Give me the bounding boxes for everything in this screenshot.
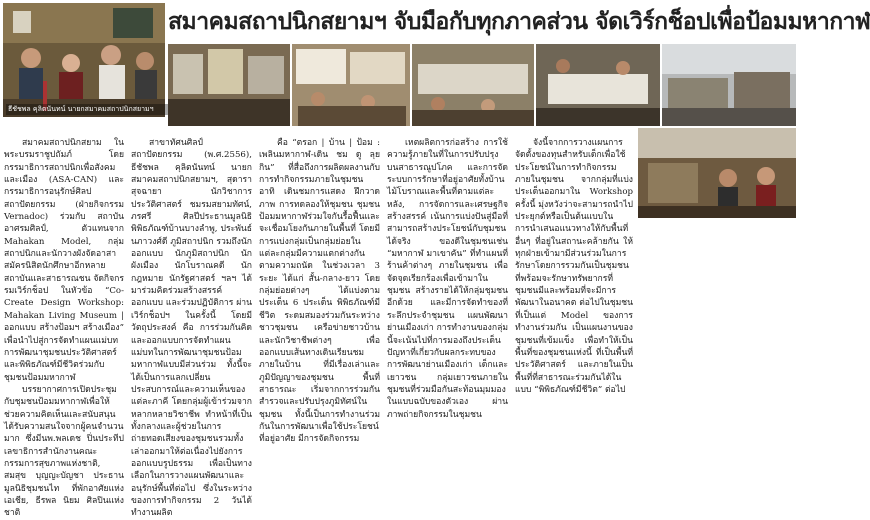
headline: สมาคมสถาปนิกสยามฯ จับมือกับทุกภาคส่วน จัดเวิร์กช็อปเพื่อป้อมมหากาฬ xyxy=(168,9,870,35)
column-3-paragraph-1: คือ “ตรอก | บ้าน | ป้อม : เพลินมหากาฬ-เดิน ชม ดู ลุย กิน” ที่สื่อถึงการผลิตผลงานกับการทำกิจกรรมภายในชุมชน อาทิ เดินชมการแสดง ฝึกวาดภาพ การทดลองให้ชุมชน ชุมชนป้อมมหากาฬร่วมใจกันรื้อฟื้นและจะเชื่อมโยงกันภายในพื้นที่ โดยมีการแบ่งกลุ่มเป็นกลุ่มย่อยในแต่ละกลุ่มมีความแตกต่างกันตามความถนัด ในช่วงเวลา 3 ระยะ ได้แก่ สั้น-กลาง-ยาว โดยกลุ่มย่อยต่างๆ ได้แบ่งตามประเด็น 6 ประเด็น พิพิธภัณฑ์มีชีวิต ระดมสมองร่วมกันระหว่างชาวชุมชน เครือข่ายชาวบ้าน และนักวิชาชีพต่างๆ เพื่อออกแบบเส้นทางเดินเรียนชมภายในบ้าน ที่มีเรื่องเล่าและภูมิปัญญาของชุมชน พื้นที่สาธารณะ เริ่มจากการร่วมกันสำรวจและปรับปรุงภูมิทัศน์ในชุมชน ทั้งนี้เป็นการทำงานร่วมกันในการพัฒนาเพื่อใช้ประโยชน์ ที่อยู่อาศัย มีการจัดกิจกรรม xyxy=(259,138,380,445)
column-1-paragraph-2: บรรยากาศการเปิดประชุมกับชุมชนป้อมมหากาฬเพื่อให้ช่วยความคิดเห็นและสนับสนุน ได้รับความสนใจจากผู้คนจำนวนมาก ซึ่งมีนพ.พลเดช ปิ่นประทีป เลขาธิการสำนักงานคณะกรรมการสุขภาพแห่งชาติ, สมสุข บุญญะบัญชา ประธานมูลนิธิชุมชนไท ที่พักอาศัยแห่งเอเชีย, ธีรพล นิยม ศิลปินแห่งชาติ xyxy=(4,384,124,519)
column-5-paragraph-1: จังนี้จากการวางแผนการจัดตั้งของทุนสำหรับเด็กเพื่อใช้ประโยชน์ในการทำกิจกรรมภายในชุมชน จากกลุ่มที่แบ่งประเด็นออกมาใน Workshop ครั้งนี้ มุ่งหวังว่าจะสามารถนำไปประยุกต์หรือเป็นต้นแบบในการนำเสนอแนวทางให้กับพื้นที่อื่นๆ ที่อยู่ในสถานะคล้ายกัน ให้ทุกฝ่ายเข้ามามีส่วนร่วมในการรักษาโดยการรวมกันเป็นชุมชนที่พร้อมจะรักษาทรัพยากรที่ชุมชนมีและพร้อมที่จะมีการพัฒนาในอนาคต ต่อไปในชุมชนที่เป็นแต่ Model ของการทำงานร่วมกัน เป็นแผนงานของชุมชนที่เข้มแข็ง เพื่อทำให้เป็นพื้นที่ของชุมชนแห่งนี้ ที่เป็นพื้นที่ประวัติศาสตร์ และภายในเป็นพื้นที่ที่สาธารณะร่วมกันได้ในแบบ “พิพิธภัณฑ์มีชีวิต” ต่อไป xyxy=(515,138,633,395)
article-column-3 xyxy=(259,137,380,445)
side-photo xyxy=(638,128,796,218)
main-photo xyxy=(3,3,165,117)
photo-caption: ธีชัชพล คุลิตนันทน์ นายกสมาคมสถาปนิกสยามฯ xyxy=(6,104,168,115)
column-4-paragraph-1: เหตผลิตการก่อสร้าง การใช้ความรู้ภายในที่ในการปรับปรุงบนสาธารณูปโภค และการจัดระบบการรักษาที่อยู่อาศัยทั้งบ้านไม้โบราณและพื้นที่ตามแต่ละหลัง, การจัดการและเศรษฐกิจสร้างสรรค์ เน้นการแบ่งปันสู่มือที่สามารถสร้างประโยชน์กับชุมชนได้จริง ของดีในชุมชนเช่น “มหากาฬ มาเขาคัน” ที่ทำแผนที่ร้านค้าต่างๆ ภายในชุมชน เพื่อจัดจุดเรียกร้องเพื่อเข้ามาในชุมชน สร้างรายได้ให้กลุ่มชุมชนอีกด้วย และมีการจัดทำของที่ระลึกประจำชุมชน แผนพัฒนาย่านเมืองเก่า การทำงานของกลุ่มนี้จะเน้นไปที่การมองถึงประเด็นปัญหาที่เกี่ยวกับผลกระทบของการพัฒนาย่านเมืองเก่า เด็กและเยาวชน กลุ่มเยาวชนภายในชุมชนที่ร่วมมือกันสะท้อนมุมมองในแบบฉบับของตัวเอง ผ่านภาพถ่ายกิจกรรมในชุมชน xyxy=(387,138,508,420)
article-column-2 xyxy=(131,137,252,519)
article-column-4 xyxy=(387,137,508,445)
photo-workshop-icon xyxy=(168,44,796,126)
article-column-5 xyxy=(515,137,633,445)
photo-community-icon xyxy=(638,128,796,218)
photo-meeting-icon xyxy=(3,3,165,117)
column-2-paragraph-1: สาขาทัศนศิลป์ สถาปัตยกรรม (พ.ศ.2556), ธีชัชพล คุลิตนันทน์ นายกสมาคมสถาปนิกสยามฯ, สุดารา สุจฉายา นักวิชาการประวัติศาสตร์ ชมรมสยามทัศน์, ภรศรี ศิลปีประธานมูลนิธิพิพิธภัณฑ์บ้านบางลำพู, ประพันธ์ นภาวงศ์ดี ภูมิสถาปนิก รวมถึงนักออกแบบ นักภูมิสถาปนิก นักผังเมือง นักโบราณคดี นักกฎหมาย นักรัฐศาสตร์ ฯลฯ ได้มาร่วมคิดร่วมสร้างสรรค์ออกแบบ และร่วมปฏิบัติการ ผ่านเวิร์กช็อปฯ ในครั้งนี้ โดยมีวัตถุประสงค์ คือ การร่วมกันคิดและออกแบบการจัดทำแผนแม่บทในการพัฒนาชุมชนป้อมมหากาฬแบบมีส่วนร่วม ทั้งนี้จะได้เป็นการแลกเปลี่ยนประสบการณ์และความเห็นของแต่ละภาคี โดยกลุ่มผู้เข้าร่วมจากหลากหลายวิชาชีพ ทำหน้าที่เป็นทั้งกลางและผู้ช่วยในการถ่ายทอดเสียงของชุมชนรวมทั้งเล่าออกมาให้ต่อเนื่องไปยังการออกแบบรูปธรรม เพื่อเป็นทางเลือกในการวางแผนพัฒนาและอนุรักษ์พื้นที่ต่อไป ซึ่งในระหว่างของการทำกิจกรรม 2 วันได้ทำงานผลิต xyxy=(131,138,252,519)
article-column-1 xyxy=(4,137,124,519)
photo-strip xyxy=(168,44,796,126)
column-1-paragraph-1: สมาคมสถาปนิกสยาม ในพระบรมราชูปถัมภ์ โดยกรรมาธิการสถาปนิกเพื่อสังคมและเมือง (ASA-CAN) และกรรมาธิการอนุรักษ์ศิลปสถาปัตยกรรม (ฝ่ายกิจกรรม Vernadoc) ร่วมกับ สถาบันอาศรมศิลป์, ตัวแทนจาก Mahakan Model, กลุ่มสถาปนิกและนักวางผังจัดอาสาสมัครนิสิตนักศึกษาอีกหลายสถาบันและสาธารณชน จัดกิจกรรมเวิร์กช็อป ในหัวข้อ “Co-Create Design Workshop: Mahakan Living Museum | ออกแบบ สร้างป้อมฯ สร้างเมือง” เพื่อนำไปสู่การจัดทำแผนแม่บทการพัฒนาชุมชนประวัติศาสตร์และพิพิธภัณฑ์มีชีวิตร่วมกับชุมชนป้อมมหากาฬ xyxy=(4,138,124,383)
